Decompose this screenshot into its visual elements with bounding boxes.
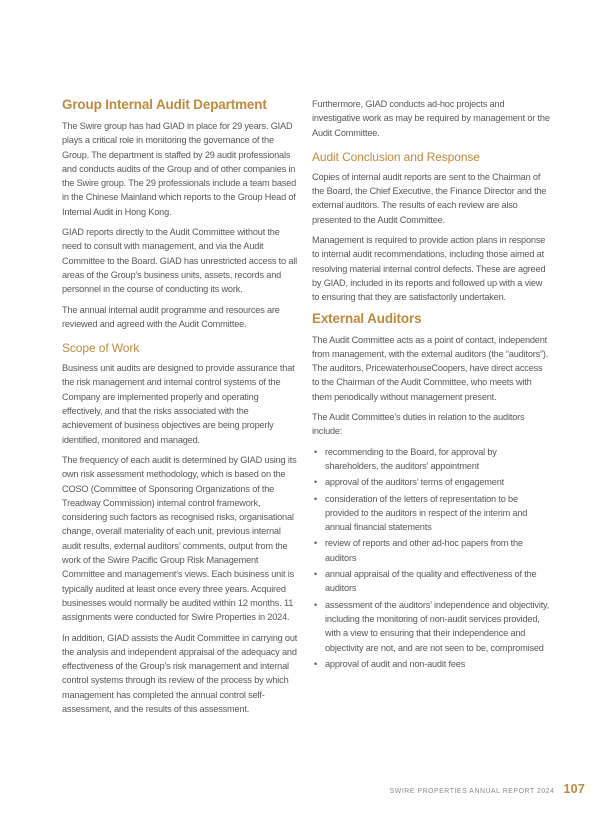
paragraph-duties-lead-in: The Audit Committee’s duties in relation to the auditors include: <box>312 412 525 437</box>
list-item-letters-of-representation <box>312 492 550 535</box>
list-item-text: approval of audit and non-audit fees <box>325 658 466 669</box>
list-item-review-of-reports <box>312 536 550 565</box>
paragraph-giad-reporting: GIAD reports directly to the Audit Committee without the need to consult with management, and via the Audit Committee to the Board. GIAD has unrestricted access to all areas of the Group’s business units, assets, records and personnel in the course of conducting its work. <box>62 227 297 295</box>
subsection-heading-scope-of-work: Scope of Work <box>62 341 140 356</box>
list-item-text: annual appraisal of the quality and effectiveness of the auditors <box>325 569 537 594</box>
paragraph-scope-appraisal: In addition, GIAD assists the Audit Committee in carrying out the analysis and independent appraisal of the adequacy and effectiveness of the Group’s risk management and internal control systems through its review of the process by which management has completed the annual control self-assessment, and the results of this assessment. <box>62 632 298 714</box>
bullet-icon: • <box>314 493 317 504</box>
page-footer <box>390 782 585 796</box>
paragraph-giad-overview: The Swire group has had GIAD in place for 29 years. GIAD plays a critical role in monitoring the governance of the Group. The department is staffed by 29 audit professionals and conducts audits of the Group and of other companies in the Swire group. The 29 professionals include a team based in the Chinese Mainland which reports to the Group Head of Internal Audit in Hong Kong. <box>62 121 297 217</box>
list-item-fee-approval <box>312 657 550 671</box>
bullet-icon: • <box>314 599 317 610</box>
paragraph-scope-assurance: Business unit audits are designed to provide assurance that the risk management and internal control systems of the Company are implemented properly and operating effectively, and that the risks associated with the achievement of business objectives are being properly identified, monitored and managed. <box>62 363 295 445</box>
list-item-terms-of-engagement <box>312 475 550 489</box>
auditor-duties-list <box>312 445 550 671</box>
paragraph-report-copies: Copies of internal audit reports are sent to the Chairman of the Board, the Chief Executive, the Finance Director and the external auditors. The results of each review are also presented to the Audit Committee. <box>312 171 547 225</box>
right-column <box>312 97 550 673</box>
left-column <box>62 97 300 722</box>
section-heading-group-internal-audit: Group Internal Audit Department <box>62 97 267 112</box>
paragraph-audit-programme: The annual internal audit programme and resources are reviewed and agreed with the Audit Committee. <box>62 304 280 329</box>
list-item-text: assessment of the auditors’ independence and objectivity, including the monitoring of non-audit services provided, with a view to ensuring that their independence and objectivity are not, and are not seen to be, compromised <box>325 599 550 653</box>
list-item-independence-assessment <box>312 598 550 655</box>
list-item-annual-appraisal <box>312 567 550 596</box>
bullet-icon: • <box>314 538 317 549</box>
subsection-heading-audit-conclusion: Audit Conclusion and Response <box>312 149 480 164</box>
paragraph-scope-frequency: The frequency of each audit is determined by GIAD using its own risk assessment methodology, which is based on the COSO (Committee of Sponsoring Organizations of the Treadway Commission) internal control framework, considering such factors as recognised risks, organisational change, overall materiality of each unit, previous internal audit results, external auditors’ comments, output from the work of the Swire Pacific Group Risk Management Committee and management’s views. Each business unit is typically audited at least once every three years. Acquired businesses would normally be audited within 12 months. 11 assignments were conducted for Swire Properties in 2024. <box>62 454 297 623</box>
list-item-text: approval of the auditors’ terms of engagement <box>325 477 504 488</box>
list-item-text: review of reports and other ad-hoc papers from the auditors <box>325 538 523 563</box>
paragraph-audit-committee-contact: The Audit Committee acts as a point of contact, independent from management, with the external auditors (the “auditors”). The auditors, PricewaterhouseCoopers, have direct access to the Chairman of the Audit Committee, who meets with them periodically without management present. <box>312 334 549 402</box>
bullet-icon: • <box>314 446 317 457</box>
report-title: SWIRE PROPERTIES ANNUAL REPORT 2024 <box>389 788 555 795</box>
list-item-recommending-appointment <box>312 445 550 474</box>
paragraph-adhoc-projects: Furthermore, GIAD conducts ad-hoc projects and investigative work as may be required by management or the Audit Committee. <box>312 99 550 138</box>
page-number: 107 <box>563 782 585 796</box>
bullet-icon: • <box>314 569 317 580</box>
section-heading-external-auditors: External Auditors <box>312 310 422 326</box>
list-item-text: recommending to the Board, for approval by shareholders, the auditors’ appointment <box>325 446 497 471</box>
list-item-text: consideration of the letters of representation to be provided to the auditors in respect of the interim and annual financial statements <box>325 493 528 533</box>
bullet-icon: • <box>314 477 317 488</box>
paragraph-action-plans: Management is required to provide action plans in response to internal audit recommendations, including those aimed at resolving material internal control defects. These are agreed by GIAD, included in its reports and followed up with a view to ensuring that they are satisfactorily undertaken. <box>312 235 546 303</box>
bullet-icon: • <box>314 658 317 669</box>
